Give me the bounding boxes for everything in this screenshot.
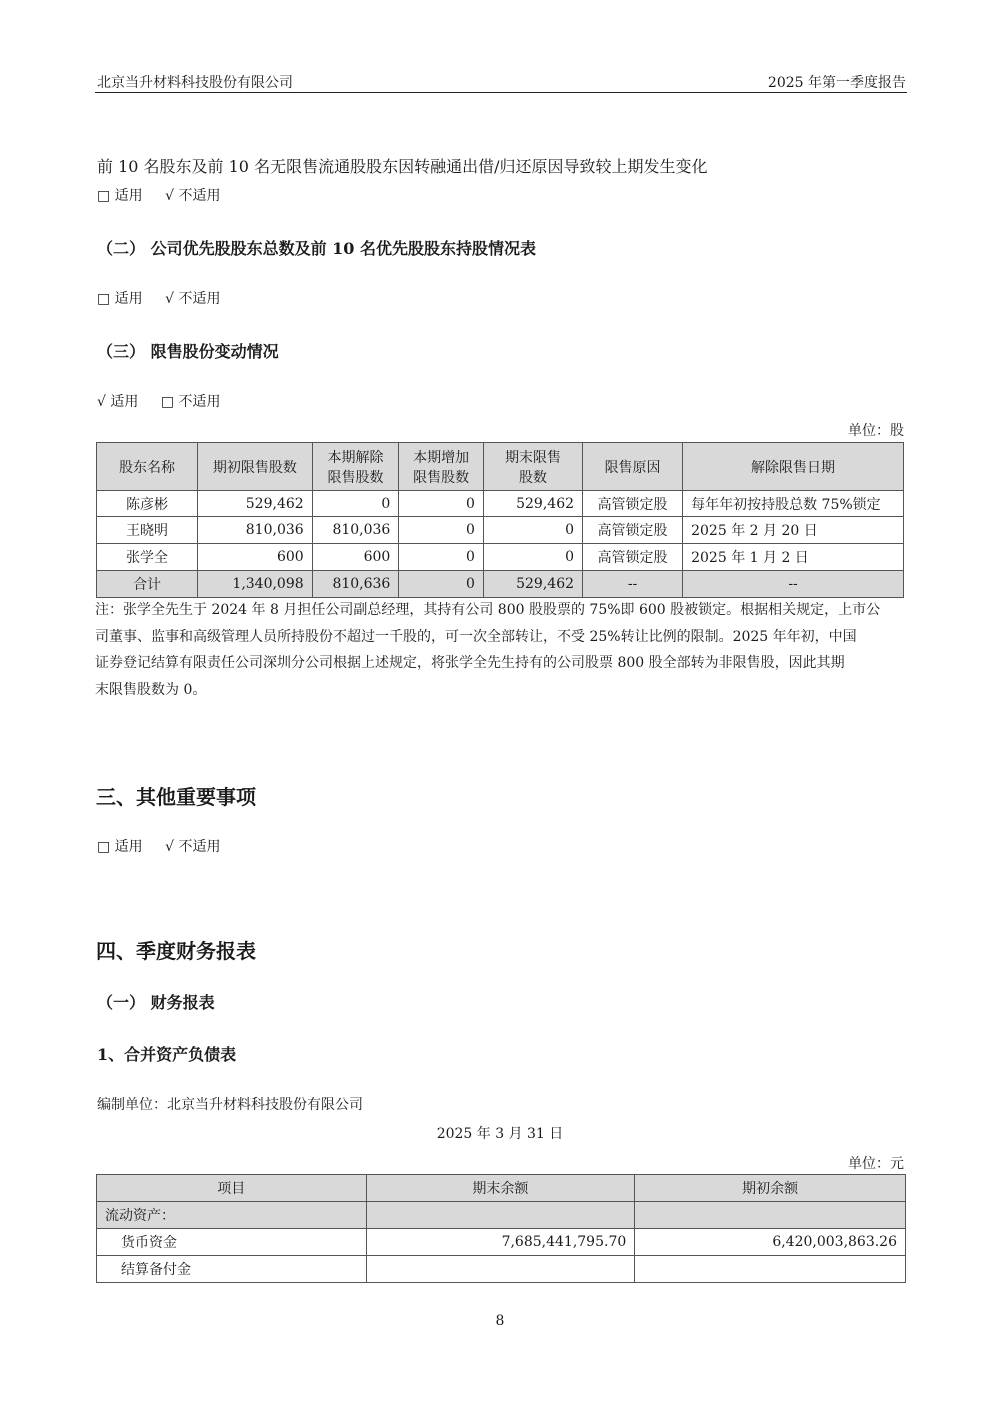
option-applicable: □ 适用: [97, 188, 143, 204]
col-header: 本期增加 限售股数: [399, 443, 484, 491]
col-header: 期末限售 股数: [483, 443, 582, 491]
table-row: [97, 1229, 906, 1256]
cell: 王晓明: [97, 517, 198, 544]
cell: 810,636: [312, 571, 399, 598]
restricted-shares-options: [97, 391, 221, 411]
cell: [635, 1256, 906, 1283]
page-number: 8: [495, 1313, 505, 1329]
balance-sheet-table: [96, 1174, 906, 1283]
option-applicable: □ 适用: [97, 839, 143, 855]
table-row: [97, 1256, 906, 1283]
col-header: 本期解除 限售股数: [312, 443, 399, 491]
cell: 陈彦彬: [97, 491, 198, 517]
cell: 810,036: [312, 517, 399, 544]
cell: 货币资金: [97, 1229, 367, 1256]
cell: 0: [399, 544, 484, 571]
part3-options: [97, 836, 221, 856]
cell: 6,420,003,863.26: [635, 1229, 906, 1256]
table-row: [97, 1202, 906, 1229]
cell: 600: [312, 544, 399, 571]
compiler-unit: 编制单位：北京当升材料科技股份有限公司: [97, 1097, 363, 1113]
col-header: 期初限售股数: [198, 443, 313, 491]
cell: 结算备付金: [97, 1256, 367, 1283]
cell: --: [683, 571, 904, 598]
option-not-applicable: □ 不适用: [160, 394, 221, 410]
cell: 2025 年 2 月 20 日: [683, 517, 904, 544]
preferred-shares-options: [97, 288, 221, 308]
restricted-note: [95, 597, 907, 703]
cell: 流动资产：: [97, 1202, 367, 1229]
header-report-title: 2025 年第一季度报告: [767, 75, 906, 91]
cell: 0: [483, 544, 582, 571]
note-line: 末限售股数为 0。: [95, 681, 207, 698]
col-header: 期末余额: [366, 1175, 635, 1202]
cell: --: [583, 571, 683, 598]
cell: 高管锁定股: [583, 491, 683, 517]
col-header: 期初余额: [635, 1175, 906, 1202]
cell: 0: [399, 571, 484, 598]
cell: 0: [483, 517, 582, 544]
cell: 1,340,098: [198, 571, 313, 598]
cell: [366, 1202, 635, 1229]
cell: 529,462: [483, 571, 582, 598]
table-header-row: [97, 443, 904, 491]
table-header-row: [97, 1175, 906, 1202]
cell: [635, 1202, 906, 1229]
option-not-applicable: √ 不适用: [165, 188, 221, 204]
table-row: [97, 544, 904, 571]
option-applicable: √ 适用: [97, 394, 139, 410]
note-line: 司董事、监事和高级管理人员所持股份不超过一千股的，可一次全部转让，不受 25%转让比例的限制。2025 年年初，中国: [95, 628, 857, 645]
cell: 529,462: [483, 491, 582, 517]
part3-title: 三、其他重要事项: [96, 785, 256, 809]
header-company: 北京当升材料科技股份有限公司: [97, 75, 293, 91]
cell: 高管锁定股: [583, 517, 683, 544]
col-header: 解除限售日期: [683, 443, 904, 491]
cell: [366, 1256, 635, 1283]
part4-title: 四、季度财务报表: [96, 939, 256, 963]
option-not-applicable: √ 不适用: [165, 291, 221, 307]
restricted-unit: 单位：股: [848, 423, 904, 439]
balance-date: 2025 年 3 月 31 日: [436, 1126, 564, 1142]
cell: 张学全: [97, 544, 198, 571]
cell: 810,036: [198, 517, 313, 544]
cell: 每年年初按持股总数 75%锁定: [683, 491, 904, 517]
option-not-applicable: √ 不适用: [165, 839, 221, 855]
cell: 0: [399, 491, 484, 517]
note-line: 注：张学全先生于 2024 年 8 月担任公司副总经理，其持有公司 800 股股票的 75%即 600 股被锁定。根据相关规定，上市公: [95, 602, 881, 618]
table-row: [97, 491, 904, 517]
table-total-row: [97, 571, 904, 598]
cell: 0: [312, 491, 399, 517]
section-preferred-shares-title: （二） 公司优先股股东总数及前 10 名优先股股东持股情况表: [97, 239, 536, 258]
cell: 高管锁定股: [583, 544, 683, 571]
option-applicable: □ 适用: [97, 291, 143, 307]
cell: 7,685,441,795.70: [366, 1229, 635, 1256]
cell: 600: [198, 544, 313, 571]
top10-change-options: [97, 185, 221, 205]
cell: 合计: [97, 571, 198, 598]
financial-statements-title: （一） 财务报表: [97, 993, 215, 1012]
table-row: [97, 517, 904, 544]
col-header: 限售原因: [583, 443, 683, 491]
balance-sheet-title: 1、合并资产负债表: [97, 1045, 237, 1064]
cell: 0: [399, 517, 484, 544]
top10-change-text: 前 10 名股东及前 10 名无限售流通股股东因转融通出借/归还原因导致较上期发生变化: [97, 157, 708, 176]
cell: 2025 年 1 月 2 日: [683, 544, 904, 571]
col-header: 项目: [97, 1175, 367, 1202]
note-line: 证券登记结算有限责任公司深圳分公司根据上述规定，将张学全先生持有的公司股票 800 股全部转为非限售股，因此其期: [95, 655, 845, 671]
balance-unit: 单位：元: [848, 1156, 904, 1172]
header-rule: [95, 92, 907, 93]
restricted-shares-table: [96, 442, 904, 598]
col-header: 股东名称: [97, 443, 198, 491]
cell: 529,462: [198, 491, 313, 517]
section-restricted-shares-title: （三） 限售股份变动情况: [97, 342, 279, 361]
